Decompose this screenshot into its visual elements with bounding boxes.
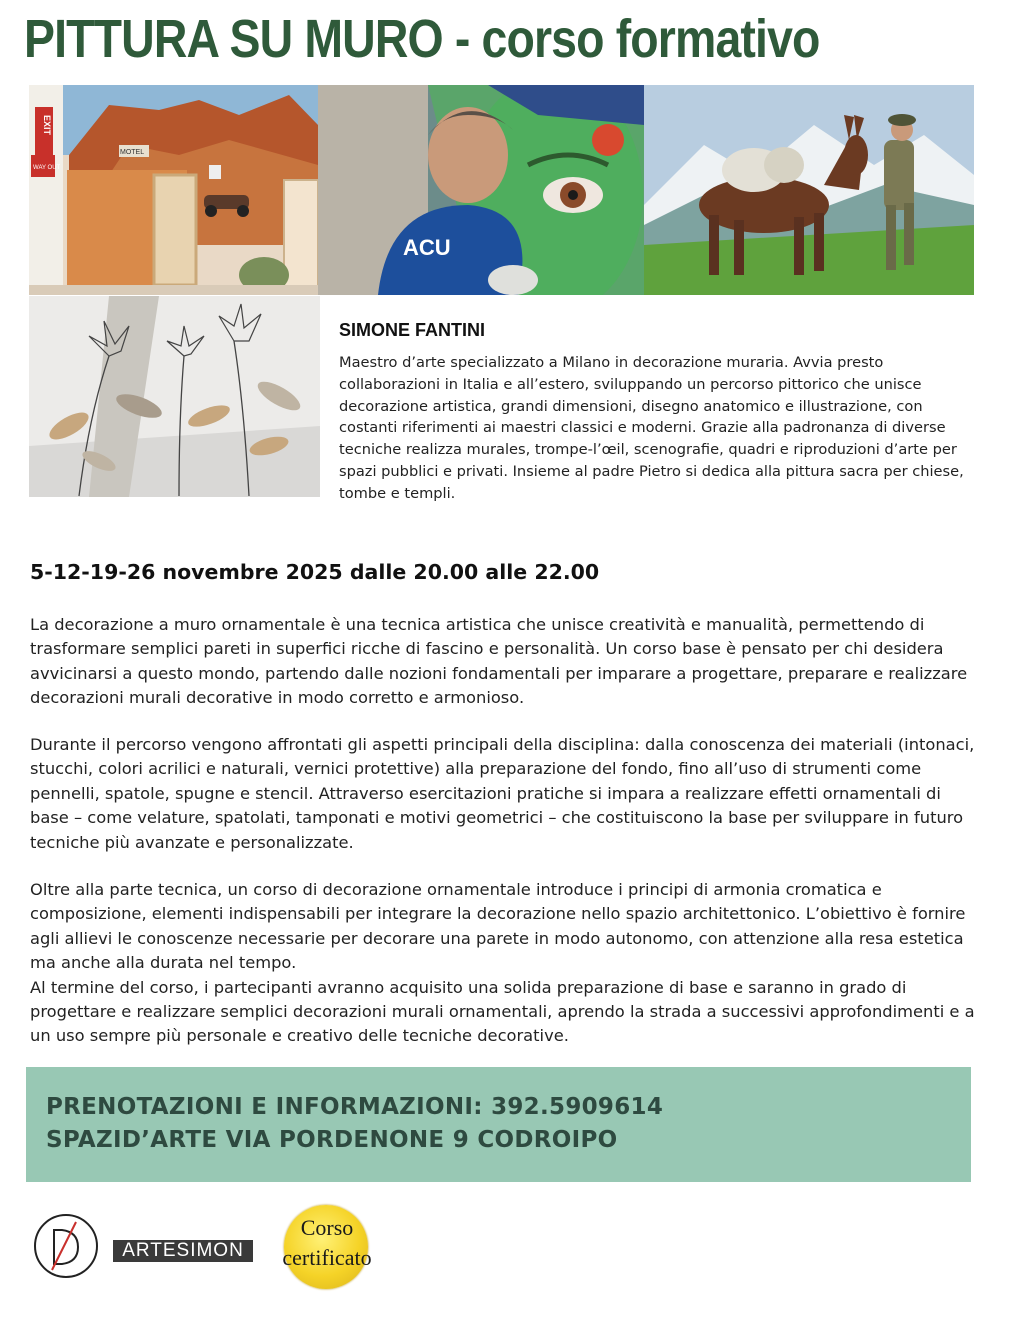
paragraph-goals: Oltre alla parte tecnica, un corso di decorazione ornamentale introduce i principi di armonia cromatica e composizione, elementi indispensabili per integrare la decorazione nello spazio architettonico. L’obiettivo è fornire agli allievi le conoscenze necessarie per decorare una parete in modo autonomo, con attenzione alla resa estetica ma anche alla durata nel tempo. Al termine del corso, i partecipanti avranno acquisito una solida preparazione di base e saranno in grado di progettare e realizzare semplici decorazioni murali ornamentali, aprendo la strada a successivi approfondimenti e a un uso sempre più personale e creativo delle tecniche decorative. [30, 880, 975, 1046]
photo-artist-portrait [318, 85, 644, 295]
photo-floral-mural [29, 296, 320, 497]
certified-seal [272, 1205, 382, 1290]
contact-address: SPAZID’ARTE VIA PORDENONE 9 CODROIPO [46, 1127, 618, 1153]
course-dates: 5-12-19-26 novembre 2025 dalle 20.00 alle 22.00 [30, 560, 600, 584]
way-out-sign-text: WAY OUT [33, 165, 61, 171]
page-title: PITTURA SU MURO - corso formativo [24, 9, 820, 69]
photo-desert-mural [29, 85, 318, 295]
contact-phone: PRENOTAZIONI E INFORMAZIONI: 392.5909614 [46, 1094, 664, 1120]
paragraph-intro: La decorazione a muro ornamentale è una tecnica artistica che unisce creatività e manualità, permettendo di trasformare semplici pareti in superfici ricche di fascino e personalità. Un corso base è pensato per chi desidera avvicinarsi a questo mondo, partendo dalle nozioni fondamentali per imparare a progettare, preparare e realizzare decorazioni murali decorative in modo corretto e armonioso. [30, 615, 968, 708]
bio-text: Maestro d’arte specializzato a Milano in decorazione muraria. Avvia presto collaborazioni in Italia e all’estero, sviluppando un percorso pittorico che unisce decorazione artistica, grandi dimensioni, disegno anatomico e illustrazione, con costanti riferimenti ai maestri classici e moderni. Grazie alla padronanza di diverse tecniche realizza murales, trompe-l’œil, scenografie, quadri e riproduzioni d’arte per spazi pubblici e privati. Insieme al padre Pietro si dedica alla pittura sacra per chiese, tombe e templi. [339, 354, 964, 502]
bio-name: SIMONE FANTINI [339, 320, 486, 340]
paragraph-program: Durante il percorso vengono affrontati gli aspetti principali della disciplina: dalla conoscenza dei materiali (intonaci, stucchi, colori acrilici e naturali, vernici protettive) alla preparazione del fondo, fino all’uso di strumenti come pennelli, spatole, spugne e stencil. Attraverso esercitazioni pratiche si impara a realizzare effetti ornamentali di base – come velature, spatolati, tamponati e motivi geometrici – che costituiscono la base per sviluppare in futuro tecniche più avanzate e personalizzate. [30, 735, 975, 852]
svg-text:ACU: ACU [403, 235, 451, 260]
brand-name: ARTESIMON [113, 1240, 253, 1262]
exit-sign-text: EXIT [42, 115, 52, 136]
motel-sign-text: MOTEL [120, 149, 145, 156]
seal-line-1: Corso [300, 1215, 354, 1240]
contact-box [26, 1067, 971, 1182]
photo-soldier-mule-mural [644, 85, 974, 295]
artesimon-logo-icon [32, 1212, 100, 1280]
seal-line-2: certificato [282, 1245, 372, 1270]
